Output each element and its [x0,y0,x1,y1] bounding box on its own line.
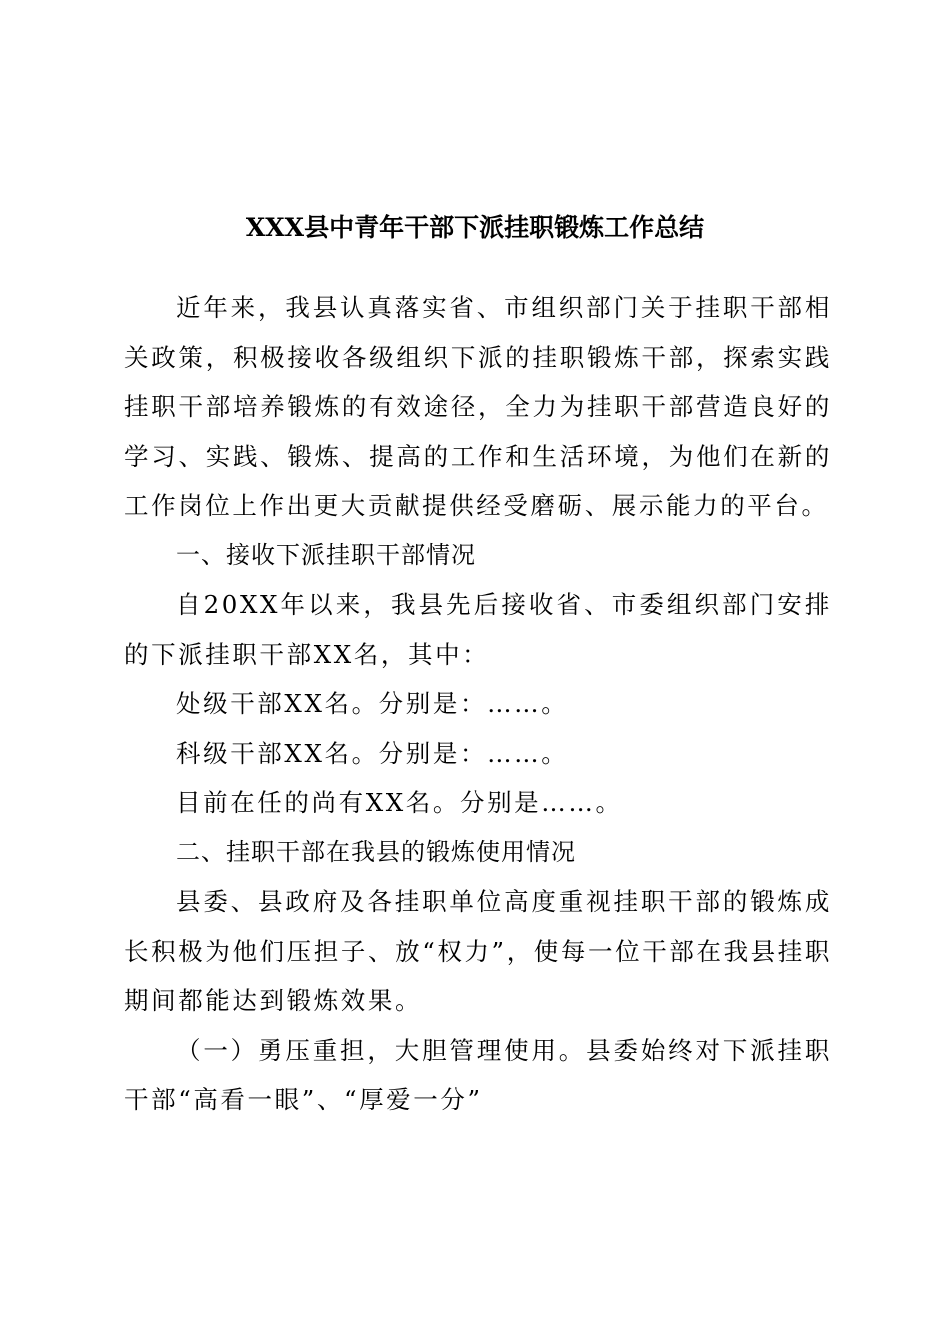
paragraph-since: 自20XX年以来，我县先后接收省、市委组织部门安排的下派挂职干部XX名，其中： [124,590,832,669]
paragraph-intro: 近年来，我县认真落实省、市组织部门关于挂职干部相关政策，积极接收各级组织下派的挂职锻炼干部，探索实践挂职干部培养锻炼的有效途径，全力为挂职干部营造良好的学习、实践、锻炼、提高的工作和生活环境，为他们在新的工作岗位上作出更大贡献提供经受磨砺、展示能力的平台。 [124,293,832,520]
paragraph-county: 县委、县政府及各挂职单位高度重视挂职干部的锻炼成长积极为他们压担子、放“权力”，使每一位干部在我县挂职期间都能达到锻炼效果。 [124,887,832,1015]
document-title: XXX县中青年干部下派挂职锻炼工作总结 [245,213,705,242]
paragraph-subsection-1: （一）勇压重担，大胆管理使用。县委始终对下派挂职干部“高看一眼”、“厚爱一分” [124,1035,832,1114]
section-heading-1: 一、接收下派挂职干部情况 [176,540,476,569]
paragraph-current: 目前在任的尚有XX名。分别是……。 [176,788,623,817]
section-heading-2: 二、挂职干部在我县的锻炼使用情况 [176,837,576,866]
paragraph-chu-level: 处级干部XX名。分别是：……。 [176,689,569,718]
paragraph-ke-level: 科级干部XX名。分别是：……。 [176,738,569,768]
document-body [124,283,832,1125]
